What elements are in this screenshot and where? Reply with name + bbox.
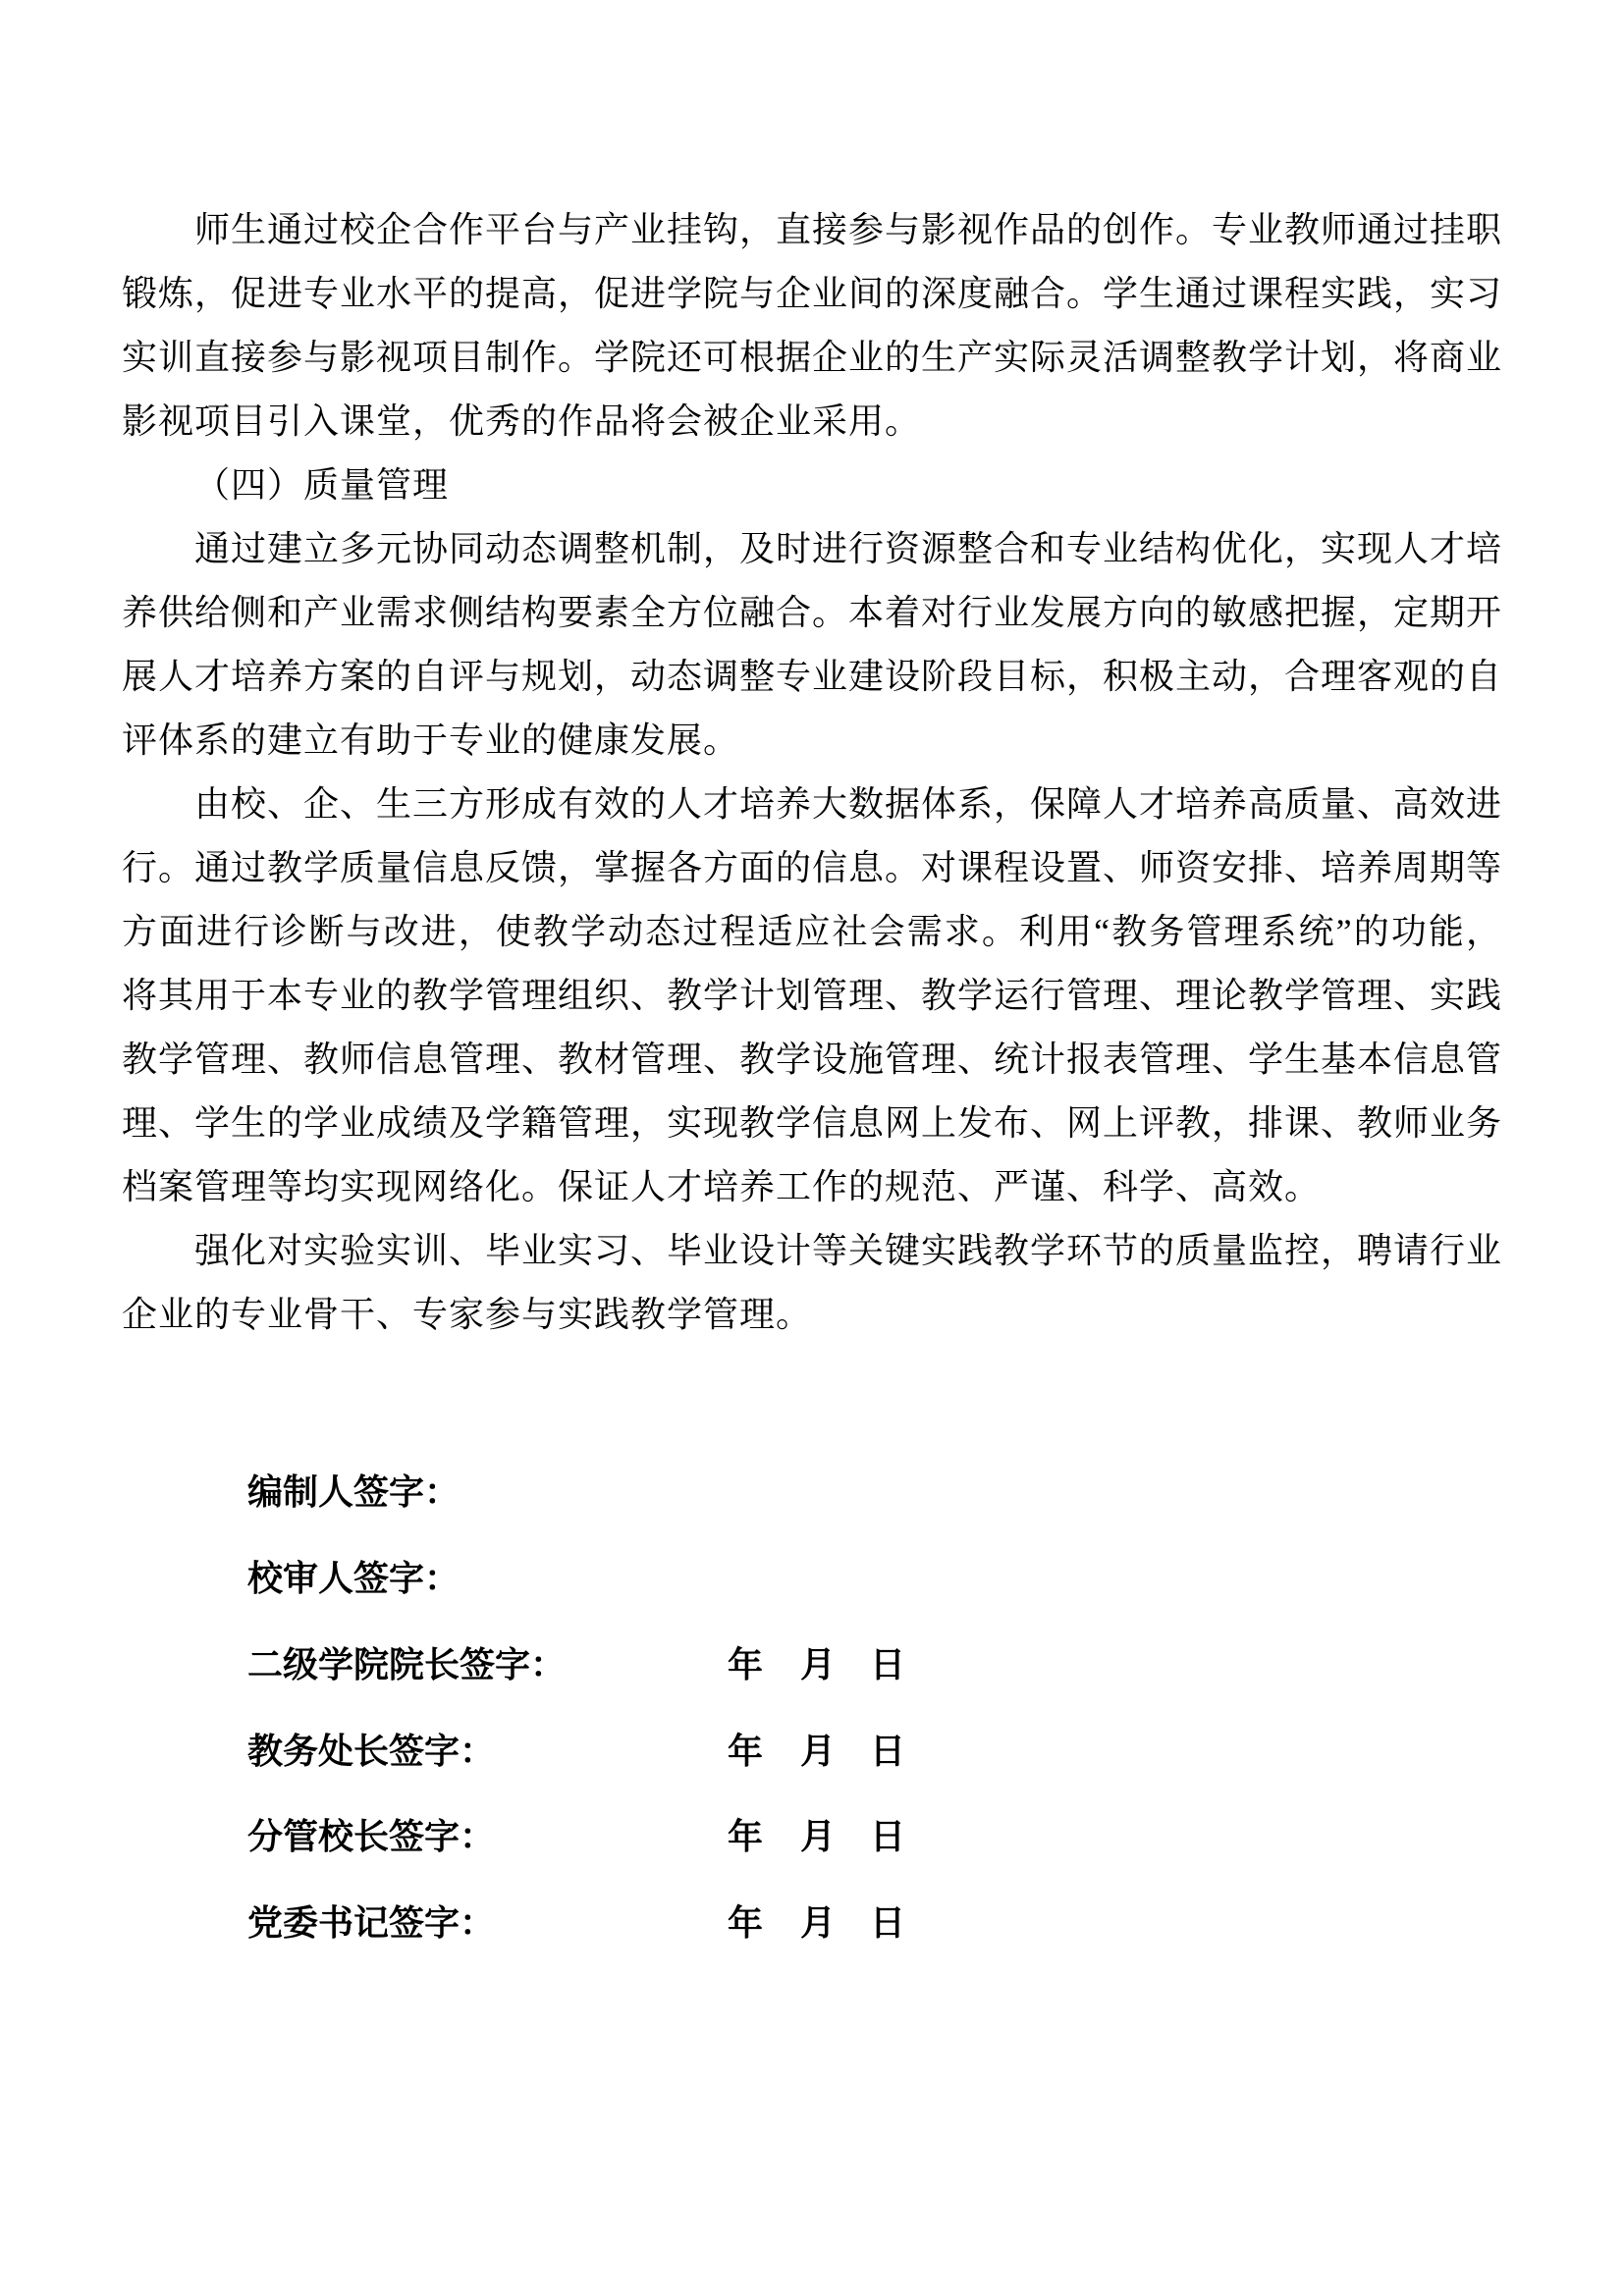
signature-row: [0, 1728, 1624, 1775]
signature-label: 教务处长签字：: [247, 1732, 496, 1771]
day-label: 日: [870, 1817, 906, 1856]
signature-row: [0, 1555, 1624, 1602]
signature-label: 二级学院院长签字：: [247, 1645, 567, 1684]
paragraph-line: 影视项目引入课堂，优秀的作品将会被企业采用。: [122, 401, 922, 441]
paragraph-line: 通过建立多元协同动态调整机制，及时进行资源整合和专业结构优化，实现人才培: [194, 529, 1503, 568]
day-label: 日: [870, 1645, 906, 1684]
paragraph-line: 实训直接参与影视项目制作。学院还可根据企业的生产实际灵活调整教学计划，将商业: [122, 338, 1503, 377]
paragraph-line: 养供给侧和产业需求侧结构要素全方位融合。本着对行业发展方向的敏感把握，定期开: [122, 593, 1503, 632]
signature-label: 校审人签字：: [247, 1559, 460, 1598]
paragraph-line: 行。通过教学质量信息反馈，掌握各方面的信息。对课程设置、师资安排、培养周期等: [122, 848, 1503, 887]
signature-row: [0, 1813, 1624, 1860]
signature-label: 编制人签字：: [247, 1472, 460, 1512]
month-label: 月: [800, 1903, 837, 1943]
signature-label: 党委书记签字：: [247, 1903, 496, 1943]
paragraph-line: 强化对实验实训、毕业实习、毕业设计等关键实践教学环节的质量监控，聘请行业: [194, 1231, 1503, 1270]
day-label: 日: [870, 1732, 906, 1771]
paragraph-line: 方面进行诊断与改进，使教学动态过程适应社会需求。利用“教务管理系统”的功能，: [122, 912, 1502, 951]
paragraph-line: 档案管理等均实现网络化。保证人才培养工作的规范、严谨、科学、高效。: [122, 1167, 1322, 1206]
year-label: 年: [728, 1817, 764, 1856]
paragraph-line: 评体系的建立有助于专业的健康发展。: [122, 721, 740, 760]
year-label: 年: [728, 1903, 764, 1943]
signature-row: [0, 1641, 1624, 1688]
month-label: 月: [800, 1732, 837, 1771]
paragraph-line: 教学管理、教师信息管理、教材管理、教学设施管理、统计报表管理、学生基本信息管: [122, 1040, 1503, 1079]
paragraph-line: 师生通过校企合作平台与产业挂钩，直接参与影视作品的创作。专业教师通过挂职: [194, 210, 1503, 249]
signature-row: [0, 1468, 1624, 1516]
paragraph-line: 企业的专业骨干、专家参与实践教学管理。: [122, 1295, 813, 1334]
paragraph-line: 展人才培养方案的自评与规划，动态调整专业建设阶段目标，积极主动，合理客观的自: [122, 657, 1503, 696]
day-label: 日: [870, 1903, 906, 1943]
paragraph-line: 锻炼，促进专业水平的提高，促进学院与企业间的深度融合。学生通过课程实践，实习: [122, 274, 1503, 313]
signature-label: 分管校长签字：: [247, 1817, 496, 1856]
section-heading: （四）质量管理: [194, 465, 450, 505]
year-label: 年: [728, 1645, 764, 1684]
signature-row: [0, 1899, 1624, 1947]
paragraph-line: 将其用于本专业的教学管理组织、教学计划管理、教学运行管理、理论教学管理、实践: [122, 976, 1503, 1015]
month-label: 月: [800, 1645, 837, 1684]
month-label: 月: [800, 1817, 837, 1856]
year-label: 年: [728, 1732, 764, 1771]
paragraph-line: 理、学生的学业成绩及学籍管理，实现教学信息网上发布、网上评教，排课、教师业务: [122, 1103, 1503, 1143]
paragraph-line: 由校、企、生三方形成有效的人才培养大数据体系，保障人才培养高质量、高效进: [194, 784, 1503, 824]
